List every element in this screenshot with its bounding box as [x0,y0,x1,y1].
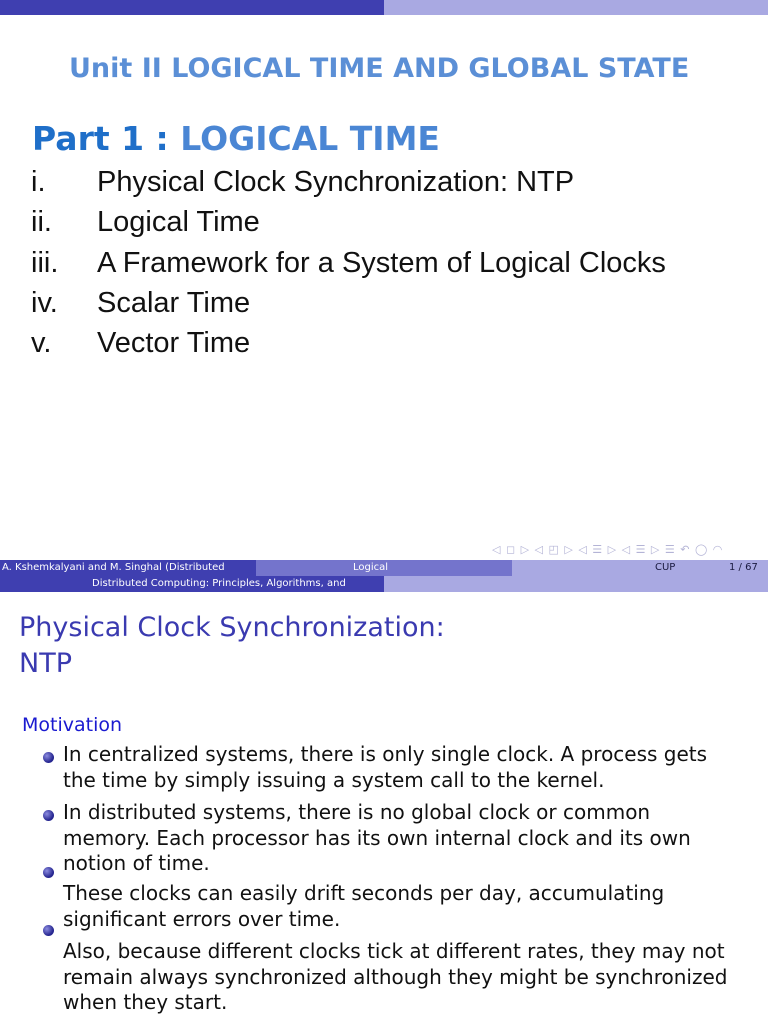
toc-number: v. [31,327,52,360]
toc-text: Scalar Time [97,286,251,319]
part-title [32,119,440,159]
top-bar-dark [0,0,384,15]
part-label: Part 1 : [32,119,181,158]
toc-number: ii. [31,206,52,239]
bullet-text: In centralized systems, there is only single clock. A process gets the time by simply issuing a system call to the kernel. [63,742,708,792]
footer-row-bottom [0,576,768,592]
slide-2 [0,592,768,1024]
bullet-icon [43,752,54,763]
footer-publisher: CUP [655,562,676,573]
bullet-text: Also, because different clocks tick at different rates, they may not remain always synchronized although they might be synchronized when they start. [63,939,728,1014]
part-topic: LOGICAL TIME [180,119,440,158]
footer-page-number: 1 / 67 [729,562,758,573]
section-heading-motivation: Motivation [22,714,123,736]
footer-row-top [0,560,768,576]
bullet-icon [43,867,54,878]
toc-number: iii. [31,246,59,279]
toc-number: iv. [31,286,58,319]
footer-authors: A. Kshemkalyani and M. Singhal (Distributed [2,562,225,573]
toc-text: Vector Time [97,327,251,360]
top-bar-light [384,0,768,15]
toc-text: Logical Time [97,206,260,239]
toc-text: Physical Clock Synchronization: NTP [97,166,575,198]
slide-footer [0,560,768,592]
unit-title: Unit II LOGICAL TIME AND GLOBAL STATE [69,53,690,84]
slide-title-line: Physical Clock Synchronization: NTP [19,612,445,679]
bullet-icon [43,925,54,936]
top-bar [0,0,768,15]
beamer-navigation-symbols[interactable]: ◁ ◻ ▷ ◁ ◰ ▷ ◁ ☰ ▷ ◁ ☰ ▷ ☰ ↶ ◯ ◠ [492,543,724,556]
toc-text: A Framework for a System of Logical Clocks [97,246,666,279]
bullet-text: In distributed systems, there is no global clock or common memory. Each processor has its own internal clock and its own notion of time. [63,800,691,875]
bullet-icon [43,810,54,821]
footer-short-title: Logical [353,562,389,573]
slide-title [19,610,489,682]
footer-book-title: Distributed Computing: Principles, Algorithms, and [92,578,346,589]
bullet-text: These clocks can easily drift seconds per day, accumulating significant errors over time. [63,881,665,931]
toc-number: i. [31,166,46,198]
